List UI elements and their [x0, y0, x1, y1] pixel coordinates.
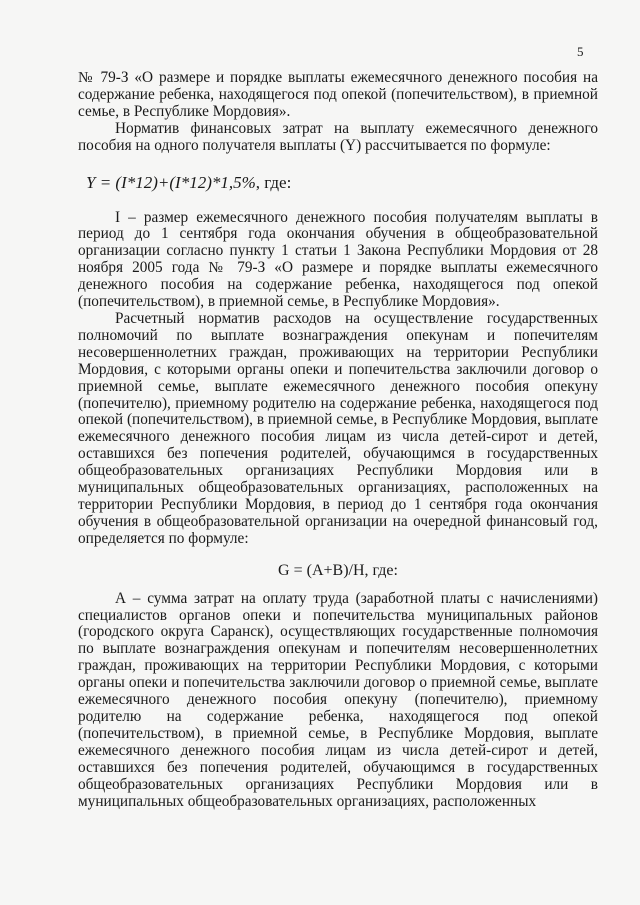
formula-y-expression: Y = (I*12)+(I*12)*1,5%: [86, 172, 256, 192]
formula-g: G = (А+В)/Н, где:: [278, 561, 398, 579]
formula-y: [86, 172, 598, 194]
paragraph-law-reference: № 79-З «О размере и порядке выплаты ежемесячного денежного пособия на содержание ребенка, находящегося под опекой (попечительством), в приемной семье, в Республике Мордовия».: [78, 69, 598, 120]
paragraph-calculated-norm: Расчетный норматив расходов на осуществление государственных полномочий по выплате вознаграждения опекунам и попечителям несовершеннолетних граждан, проживающих на территории Республики Мордовия, с которыми органы опеки и попечительства заключили договор о приемной семье, выплате ежемесячного денежного пособия опекуну (попечителю), приемному родителю на содержание ребенка, находящегося под опекой (попечительством), в приемной семье, в Республике Мордовия, выплате ежемесячного денежного пособия лицам из числа детей-сирот и детей, оставшихся без попечения родителей, обучающимся в государственных общеобразовательных организациях Республики Мордовия или в муниципальных общеобразовательных организациях, расположенных на территории Республики Мордовия, в период до 1 сентября года окончания обучения в общеобразовательной организации на очередной финансовый год, определяется по формуле:: [78, 309, 598, 547]
paragraph-norm-intro: Норматив финансовых затрат на выплату ежемесячного денежного пособия на одного получателя выплаты (Y) рассчитывается по формуле:: [78, 119, 598, 154]
document-body: [78, 70, 598, 810]
paragraph-definition-i: I – размер ежемесячного денежного пособия получателям выплаты в период до 1 сентября года окончания обучения в общеобразовательной организации согласно пункту 1 статьи 1 Закона Республики Мордовия от 28 ноября 2005 года № 79-З «О размере и порядке выплаты ежемесячного денежного пособия на содержание ребенка, находящегося под опекой (попечительством), в приемной семье, в Республике Мордовия».: [78, 208, 598, 311]
paragraph-definition-a: А – сумма затрат на оплату труда (заработной платы с начислениями) специалистов органов опеки и попечительства муниципальных районов (городского округа Саранск), осуществляющих государственные полномочия по выплате вознаграждения опекунам и попечителям несовершеннолетних граждан, проживающих на территории Республики Мордовия, с которыми органы опеки и попечительства заключили договор о приемной семье, выплате ежемесячного денежного пособия опекуну (попечителю), приемному родителю на содержание ребенка, находящегося под опекой (попечительством), в приемной семье, в Республике Мордовия, выплате ежемесячного денежного пособия лицам из числа детей-сирот и детей, оставшихся без попечения родителей, обучающимся в государственных общеобразовательных организациях Республики Мордовия или в муниципальных общеобразовательных организациях, расположенных: [78, 589, 598, 810]
page-number: 5: [577, 44, 584, 59]
formula-y-suffix: , где:: [255, 172, 292, 192]
